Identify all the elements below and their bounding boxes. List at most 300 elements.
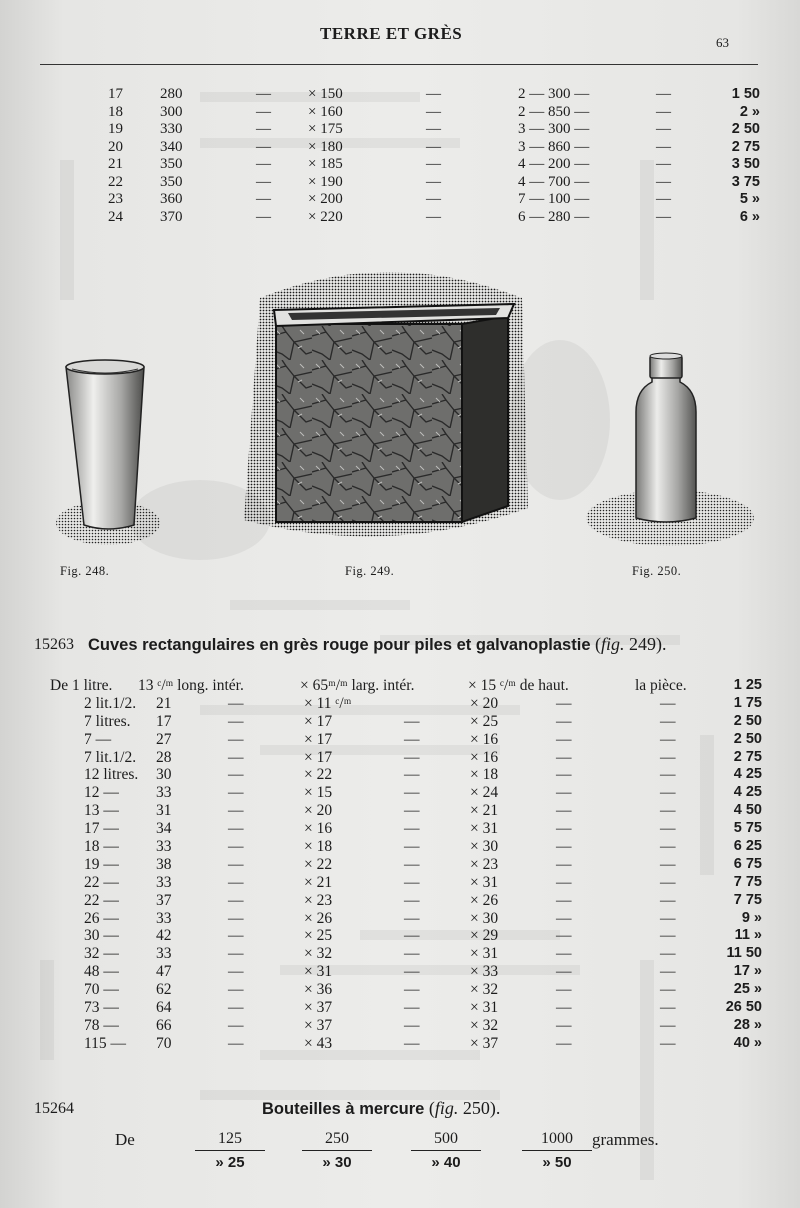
cell-ditto-dash: —: [556, 945, 572, 963]
cell-ditto-dash: —: [660, 820, 676, 838]
table-row: [50, 892, 770, 910]
section-15264-number: 15264: [34, 1100, 74, 1117]
cell-ditto-dash: —: [426, 138, 441, 155]
cell-length: 37: [156, 891, 172, 909]
cell-ditto-dash: —: [556, 891, 572, 909]
cell-ditto-dash: —: [556, 1034, 572, 1052]
cell-height: × 15 ᶜ/ᵐ de haut.: [468, 677, 569, 694]
section-15263-ref-open: (: [590, 634, 601, 654]
cell-ditto-dash: —: [556, 784, 572, 802]
cell-ditto-dash: —: [660, 712, 676, 730]
table-row: [50, 874, 770, 892]
cell-length-value: 350: [160, 156, 183, 172]
cell-unit: la pièce.: [635, 677, 687, 694]
cell-capacity: 22 —: [84, 873, 119, 891]
cell-ditto-dash: —: [228, 927, 244, 945]
table-row: [50, 713, 770, 731]
cell-ditto-dash: —: [556, 927, 572, 945]
cell-ditto-dash: —: [556, 909, 572, 927]
cell-ditto-dash: —: [404, 730, 420, 748]
cell-capacity: 12 litres.: [84, 766, 139, 784]
cell-length-value: 360: [160, 191, 183, 207]
cell-length: 28: [156, 748, 172, 766]
cell-price: 40 »: [733, 1034, 762, 1051]
table-row: [108, 104, 768, 122]
cell-length-value: 340: [160, 138, 183, 155]
header-rule: [40, 64, 758, 65]
cell-ditto-dash: —: [228, 802, 244, 820]
cell-row-number: 22: [108, 173, 123, 190]
mercury-bottle-unit: grammes.: [592, 1130, 659, 1149]
cell-ditto-dash: —: [228, 945, 244, 963]
cell-capacity: 32 —: [84, 945, 119, 963]
cell-ditto-dash: —: [404, 766, 420, 784]
cell-capacity: 7 litres.: [84, 712, 131, 730]
cell-ditto-dash: —: [556, 748, 572, 766]
cell-length-value: 280: [160, 86, 183, 102]
cell-ditto-dash: —: [404, 712, 420, 730]
table-row: [50, 1017, 770, 1035]
cell-ditto-dash: —: [256, 156, 271, 172]
table-row: [50, 963, 770, 981]
cell-price: 1 75: [733, 694, 762, 711]
cell-length: 66: [156, 1016, 172, 1034]
cell-width: × 20: [304, 802, 333, 820]
cell-width: × 22: [304, 766, 333, 784]
cell-price: 3 75: [731, 173, 760, 190]
section-15263-ref-num: 249).: [624, 634, 667, 654]
cell-height: × 29: [470, 927, 499, 945]
table-row: [50, 749, 770, 767]
cell-price: 4 50: [733, 802, 762, 819]
table-row: [50, 802, 770, 820]
cell-row-number: 17: [108, 86, 123, 102]
cell-length-value: 300: [160, 103, 183, 120]
cell-height: × 18: [470, 766, 499, 784]
mercury-bottle-price: » 50: [542, 1154, 572, 1171]
cell-ditto-dash: —: [404, 784, 420, 802]
cell-price: 5 »: [739, 191, 760, 207]
cell-ditto-dash: —: [660, 855, 676, 873]
table-row: [50, 766, 770, 784]
cell-capacity: 78 —: [84, 1016, 119, 1034]
table-row: [108, 121, 768, 139]
cell-capacity-value: 4 — 200 —: [518, 156, 590, 172]
cell-price: 3 50: [731, 156, 760, 172]
cell-price: 5 75: [733, 820, 762, 837]
cell-ditto-dash: —: [426, 121, 441, 137]
cell-row-number: 21: [108, 156, 123, 172]
section-15264-ref: fig.: [434, 1098, 459, 1118]
cell-capacity: 17 —: [84, 820, 119, 838]
cell-ditto-dash: —: [660, 784, 676, 802]
cell-price: 26 50: [725, 999, 762, 1016]
cell-ditto-dash: —: [556, 730, 572, 748]
cell-height: × 32: [470, 1016, 499, 1034]
cell-length-value: 330: [160, 121, 183, 137]
cell-ditto-dash: —: [656, 208, 671, 225]
cell-ditto-dash: —: [404, 838, 420, 856]
cell-ditto-dash: —: [228, 766, 244, 784]
table-row: [50, 981, 770, 999]
cell-ditto-dash: —: [404, 981, 420, 999]
table-row: [108, 191, 768, 209]
cell-ditto-dash: —: [556, 694, 572, 712]
cell-row-number: 23: [108, 191, 123, 207]
table-row: [50, 820, 770, 838]
cell-ditto-dash: —: [426, 156, 441, 172]
cell-ditto-dash: —: [404, 855, 420, 873]
mercury-bottle-quantity: 1000: [522, 1130, 592, 1151]
mercury-bottle-from-label: De: [115, 1130, 135, 1149]
table-row: [50, 856, 770, 874]
cell-capacity-value: 3 — 300 —: [518, 121, 590, 137]
cell-height: × 20: [470, 694, 499, 712]
cell-ditto-dash: —: [228, 909, 244, 927]
cell-ditto-dash: —: [228, 855, 244, 873]
cell-capacity: 18 —: [84, 838, 119, 856]
cell-capacity: 7 —: [84, 730, 112, 748]
mercury-bottle-option: [195, 1130, 265, 1171]
cell-height: × 33: [470, 963, 499, 981]
fig-248-caption: Fig. 248.: [60, 564, 110, 578]
cell-ditto-dash: —: [256, 121, 271, 137]
cell-height: × 37: [470, 1034, 499, 1052]
cell-length: 33: [156, 945, 172, 963]
cell-width: × 37: [304, 1016, 333, 1034]
cell-width: × 31: [304, 963, 333, 981]
cell-ditto-dash: —: [256, 138, 271, 155]
cell-width: × 65ᵐ/ᵐ larg. intér.: [300, 677, 415, 694]
cell-ditto-dash: —: [660, 873, 676, 891]
cell-height: × 16: [470, 748, 499, 766]
cell-ditto-dash: —: [660, 802, 676, 820]
cell-ditto-dash: —: [660, 748, 676, 766]
fig-249-caption: Fig. 249.: [345, 564, 395, 578]
table-row: [108, 174, 768, 192]
cell-capacity-value: 4 — 700 —: [518, 173, 590, 190]
cell-width-value: × 150: [308, 86, 343, 102]
cell-ditto-dash: —: [556, 855, 572, 873]
cell-width-value: × 200: [308, 191, 343, 207]
cell-ditto-dash: —: [426, 103, 441, 120]
cell-ditto-dash: —: [660, 1016, 676, 1034]
cell-ditto-dash: —: [656, 121, 671, 137]
cell-ditto-dash: —: [660, 891, 676, 909]
cell-ditto-dash: —: [228, 820, 244, 838]
cell-ditto-dash: —: [660, 694, 676, 712]
cell-width: × 17: [304, 712, 333, 730]
cell-height: × 31: [470, 999, 499, 1017]
table-row: [108, 156, 768, 174]
cell-price: 9 »: [741, 909, 762, 926]
fig-250-caption: Fig. 250.: [632, 564, 682, 578]
mercury-bottle-price: » 25: [215, 1154, 245, 1171]
cell-length: 42: [156, 927, 172, 945]
cell-ditto-dash: —: [256, 86, 271, 102]
cell-width: × 15: [304, 784, 333, 802]
cell-length: 33: [156, 784, 172, 802]
cell-price: 4 25: [733, 784, 762, 801]
cell-ditto-dash: —: [404, 873, 420, 891]
cell-capacity: 70 —: [84, 981, 119, 999]
cell-ditto-dash: —: [660, 945, 676, 963]
cell-ditto-dash: —: [556, 963, 572, 981]
cell-ditto-dash: —: [228, 963, 244, 981]
cell-ditto-dash: —: [228, 981, 244, 999]
cell-length: 64: [156, 999, 172, 1017]
cell-ditto-dash: —: [404, 891, 420, 909]
cell-ditto-dash: —: [228, 712, 244, 730]
cell-ditto-dash: —: [660, 1034, 676, 1052]
table-row: [50, 677, 770, 695]
cell-price: 2 75: [731, 138, 760, 155]
table-row: [108, 209, 768, 227]
cell-ditto-dash: —: [228, 1016, 244, 1034]
section-15264-ref-open: (: [424, 1098, 435, 1118]
cell-capacity-value: 2 — 300 —: [518, 86, 590, 102]
cell-ditto-dash: —: [656, 156, 671, 172]
table-row: [50, 1035, 770, 1053]
cell-ditto-dash: —: [660, 838, 676, 856]
cell-length: 34: [156, 820, 172, 838]
section-15263-title: [88, 634, 667, 655]
cell-price: 28 »: [733, 1016, 762, 1033]
cell-capacity-value: 6 — 280 —: [518, 208, 590, 225]
cell-width: × 25: [304, 927, 333, 945]
cell-width: × 21: [304, 873, 333, 891]
cell-length-value: 370: [160, 208, 183, 225]
section-15264-title: [262, 1098, 500, 1119]
cell-price: 25 »: [733, 981, 762, 998]
mercury-bottle-quantity: 500: [411, 1130, 481, 1151]
cell-ditto-dash: —: [256, 173, 271, 190]
cell-ditto-dash: —: [404, 748, 420, 766]
page-header-title: TERRE ET GRÈS: [320, 24, 463, 43]
cell-capacity: 30 —: [84, 927, 119, 945]
cell-capacity: 26 —: [84, 909, 119, 927]
mercury-bottle-quantity: 250: [302, 1130, 372, 1151]
section-15264-title-text: Bouteilles à mercure: [262, 1100, 425, 1118]
cell-ditto-dash: —: [556, 766, 572, 784]
cell-width-value: × 175: [308, 121, 343, 137]
cell-ditto-dash: —: [660, 927, 676, 945]
cell-ditto-dash: —: [404, 802, 420, 820]
mercury-bottle-option: [411, 1130, 481, 1171]
cell-capacity: 22 —: [84, 891, 119, 909]
cell-ditto-dash: —: [228, 1034, 244, 1052]
cell-width: × 17: [304, 730, 333, 748]
cell-length: 47: [156, 963, 172, 981]
table-row: [50, 695, 770, 713]
cell-width-value: × 180: [308, 138, 343, 155]
cell-length: 62: [156, 981, 172, 999]
cell-ditto-dash: —: [556, 820, 572, 838]
cell-width-value: × 190: [308, 173, 343, 190]
cell-ditto-dash: —: [656, 191, 671, 207]
cell-length: 27: [156, 730, 172, 748]
cell-width: × 32: [304, 945, 333, 963]
cell-price: 1 25: [733, 677, 762, 693]
cell-ditto-dash: —: [426, 208, 441, 225]
table-row: [50, 999, 770, 1017]
cell-capacity: 19 —: [84, 855, 119, 873]
table-row: [50, 927, 770, 945]
cell-price: 7 75: [733, 873, 762, 890]
cell-ditto-dash: —: [660, 981, 676, 999]
cell-price: 6 75: [733, 855, 762, 872]
cell-ditto-dash: —: [228, 694, 244, 712]
cell-height: × 25: [470, 712, 499, 730]
cell-length-value: 350: [160, 173, 183, 190]
cell-height: × 21: [470, 802, 499, 820]
cell-ditto-dash: —: [660, 999, 676, 1017]
cell-ditto-dash: —: [656, 103, 671, 120]
cell-ditto-dash: —: [404, 1016, 420, 1034]
tank-price-table: [50, 677, 770, 1053]
cell-capacity-value: 7 — 100 —: [518, 191, 590, 207]
cell-ditto-dash: —: [404, 999, 420, 1017]
cell-ditto-dash: —: [404, 909, 420, 927]
cell-price: 7 75: [733, 891, 762, 908]
cell-capacity: 48 —: [84, 963, 119, 981]
table-row: [108, 86, 768, 104]
cell-capacity: 115 —: [84, 1034, 127, 1052]
fig-248-beaker-illustration: [52, 355, 164, 550]
cell-width: × 17: [304, 748, 333, 766]
cell-price: 6 »: [739, 208, 760, 225]
cell-ditto-dash: —: [426, 173, 441, 190]
cell-capacity: 13 —: [84, 802, 119, 820]
page-number: 63: [716, 35, 729, 50]
cell-width-value: × 220: [308, 208, 343, 225]
cell-length: 70: [156, 1034, 172, 1052]
cell-capacity: 12 —: [84, 784, 119, 802]
cell-ditto-dash: —: [228, 838, 244, 856]
cell-capacity-value: 2 — 850 —: [518, 103, 590, 120]
cell-ditto-dash: —: [556, 802, 572, 820]
cell-price: 6 25: [733, 838, 762, 855]
cell-ditto-dash: —: [256, 208, 271, 225]
cell-ditto-dash: —: [228, 873, 244, 891]
cell-ditto-dash: —: [656, 138, 671, 155]
cell-length: 31: [156, 802, 172, 820]
cell-length: 21: [156, 694, 172, 712]
section-15263-ref: fig.: [601, 634, 625, 654]
cell-ditto-dash: —: [426, 86, 441, 102]
cell-width: × 22: [304, 855, 333, 873]
section-15263-number: 15263: [34, 636, 74, 653]
cell-length: 30: [156, 766, 172, 784]
top-price-table: [108, 86, 768, 226]
table-row: [50, 910, 770, 928]
cell-height: × 31: [470, 820, 499, 838]
cell-length: 33: [156, 873, 172, 891]
cell-ditto-dash: —: [556, 999, 572, 1017]
cell-ditto-dash: —: [256, 191, 271, 207]
cell-width: × 37: [304, 999, 333, 1017]
cell-price: 2 75: [733, 748, 762, 765]
cell-width: × 16: [304, 820, 333, 838]
cell-width: × 43: [304, 1034, 333, 1052]
cell-capacity-value: 3 — 860 —: [518, 138, 590, 155]
cell-ditto-dash: —: [556, 873, 572, 891]
cell-ditto-dash: —: [660, 963, 676, 981]
cell-ditto-dash: —: [228, 730, 244, 748]
cell-capacity: 73 —: [84, 999, 119, 1017]
mercury-bottle-option: [302, 1130, 372, 1171]
cell-price: 2 »: [739, 103, 760, 120]
cell-height: × 26: [470, 891, 499, 909]
cell-row-number: 20: [108, 138, 123, 155]
cell-height: × 31: [470, 945, 499, 963]
cell-ditto-dash: —: [556, 981, 572, 999]
cell-width: × 36: [304, 981, 333, 999]
cell-width: × 23: [304, 891, 333, 909]
cell-price: 11 »: [734, 927, 762, 944]
cell-ditto-dash: —: [404, 963, 420, 981]
cell-length: 13 ᶜ/ᵐ long. intér.: [138, 677, 244, 694]
cell-ditto-dash: —: [656, 173, 671, 190]
cell-ditto-dash: —: [228, 784, 244, 802]
cell-width: × 26: [304, 909, 333, 927]
cell-ditto-dash: —: [660, 909, 676, 927]
cell-ditto-dash: —: [556, 1016, 572, 1034]
cell-height: × 30: [470, 838, 499, 856]
cell-ditto-dash: —: [426, 191, 441, 207]
cell-height: × 32: [470, 981, 499, 999]
mercury-bottle-price: » 30: [322, 1154, 352, 1171]
table-row: [50, 945, 770, 963]
cell-height: × 24: [470, 784, 499, 802]
cell-height: × 23: [470, 855, 499, 873]
cell-length: 38: [156, 855, 172, 873]
cell-price: 1 50: [731, 86, 760, 102]
cell-ditto-dash: —: [228, 891, 244, 909]
fig-250-mercury-bottle-illustration: [584, 350, 756, 550]
cell-ditto-dash: —: [404, 945, 420, 963]
cell-ditto-dash: —: [256, 103, 271, 120]
table-row: [50, 784, 770, 802]
cell-ditto-dash: —: [556, 838, 572, 856]
cell-width-value: × 160: [308, 103, 343, 120]
cell-row-number: 18: [108, 103, 123, 120]
fig-249-rectangular-tank-illustration: [232, 258, 544, 553]
cell-ditto-dash: —: [404, 820, 420, 838]
cell-ditto-dash: —: [404, 1034, 420, 1052]
section-15264-ref-num: 250).: [458, 1098, 501, 1118]
cell-height: × 31: [470, 873, 499, 891]
cell-ditto-dash: —: [228, 999, 244, 1017]
cell-capacity: 7 lit.1/2.: [84, 748, 137, 766]
mercury-bottle-option: [522, 1130, 592, 1171]
cell-price: 2 50: [733, 712, 762, 729]
cell-price: 2 50: [731, 121, 760, 137]
cell-capacity: De 1 litre.: [50, 677, 113, 694]
table-row: [50, 838, 770, 856]
cell-row-number: 24: [108, 208, 123, 225]
mercury-bottle-quantity: 125: [195, 1130, 265, 1151]
cell-price: 11 50: [726, 945, 762, 962]
cell-ditto-dash: —: [660, 766, 676, 784]
cell-ditto-dash: —: [404, 927, 420, 945]
cell-price: 17 »: [733, 963, 762, 980]
cell-length: 17: [156, 712, 172, 730]
cell-width: × 18: [304, 838, 333, 856]
cell-width-value: × 185: [308, 156, 343, 172]
section-15263-title-text: Cuves rectangulaires en grès rouge pour piles et galvanoplastie: [88, 636, 591, 654]
cell-price: 2 50: [733, 730, 762, 747]
